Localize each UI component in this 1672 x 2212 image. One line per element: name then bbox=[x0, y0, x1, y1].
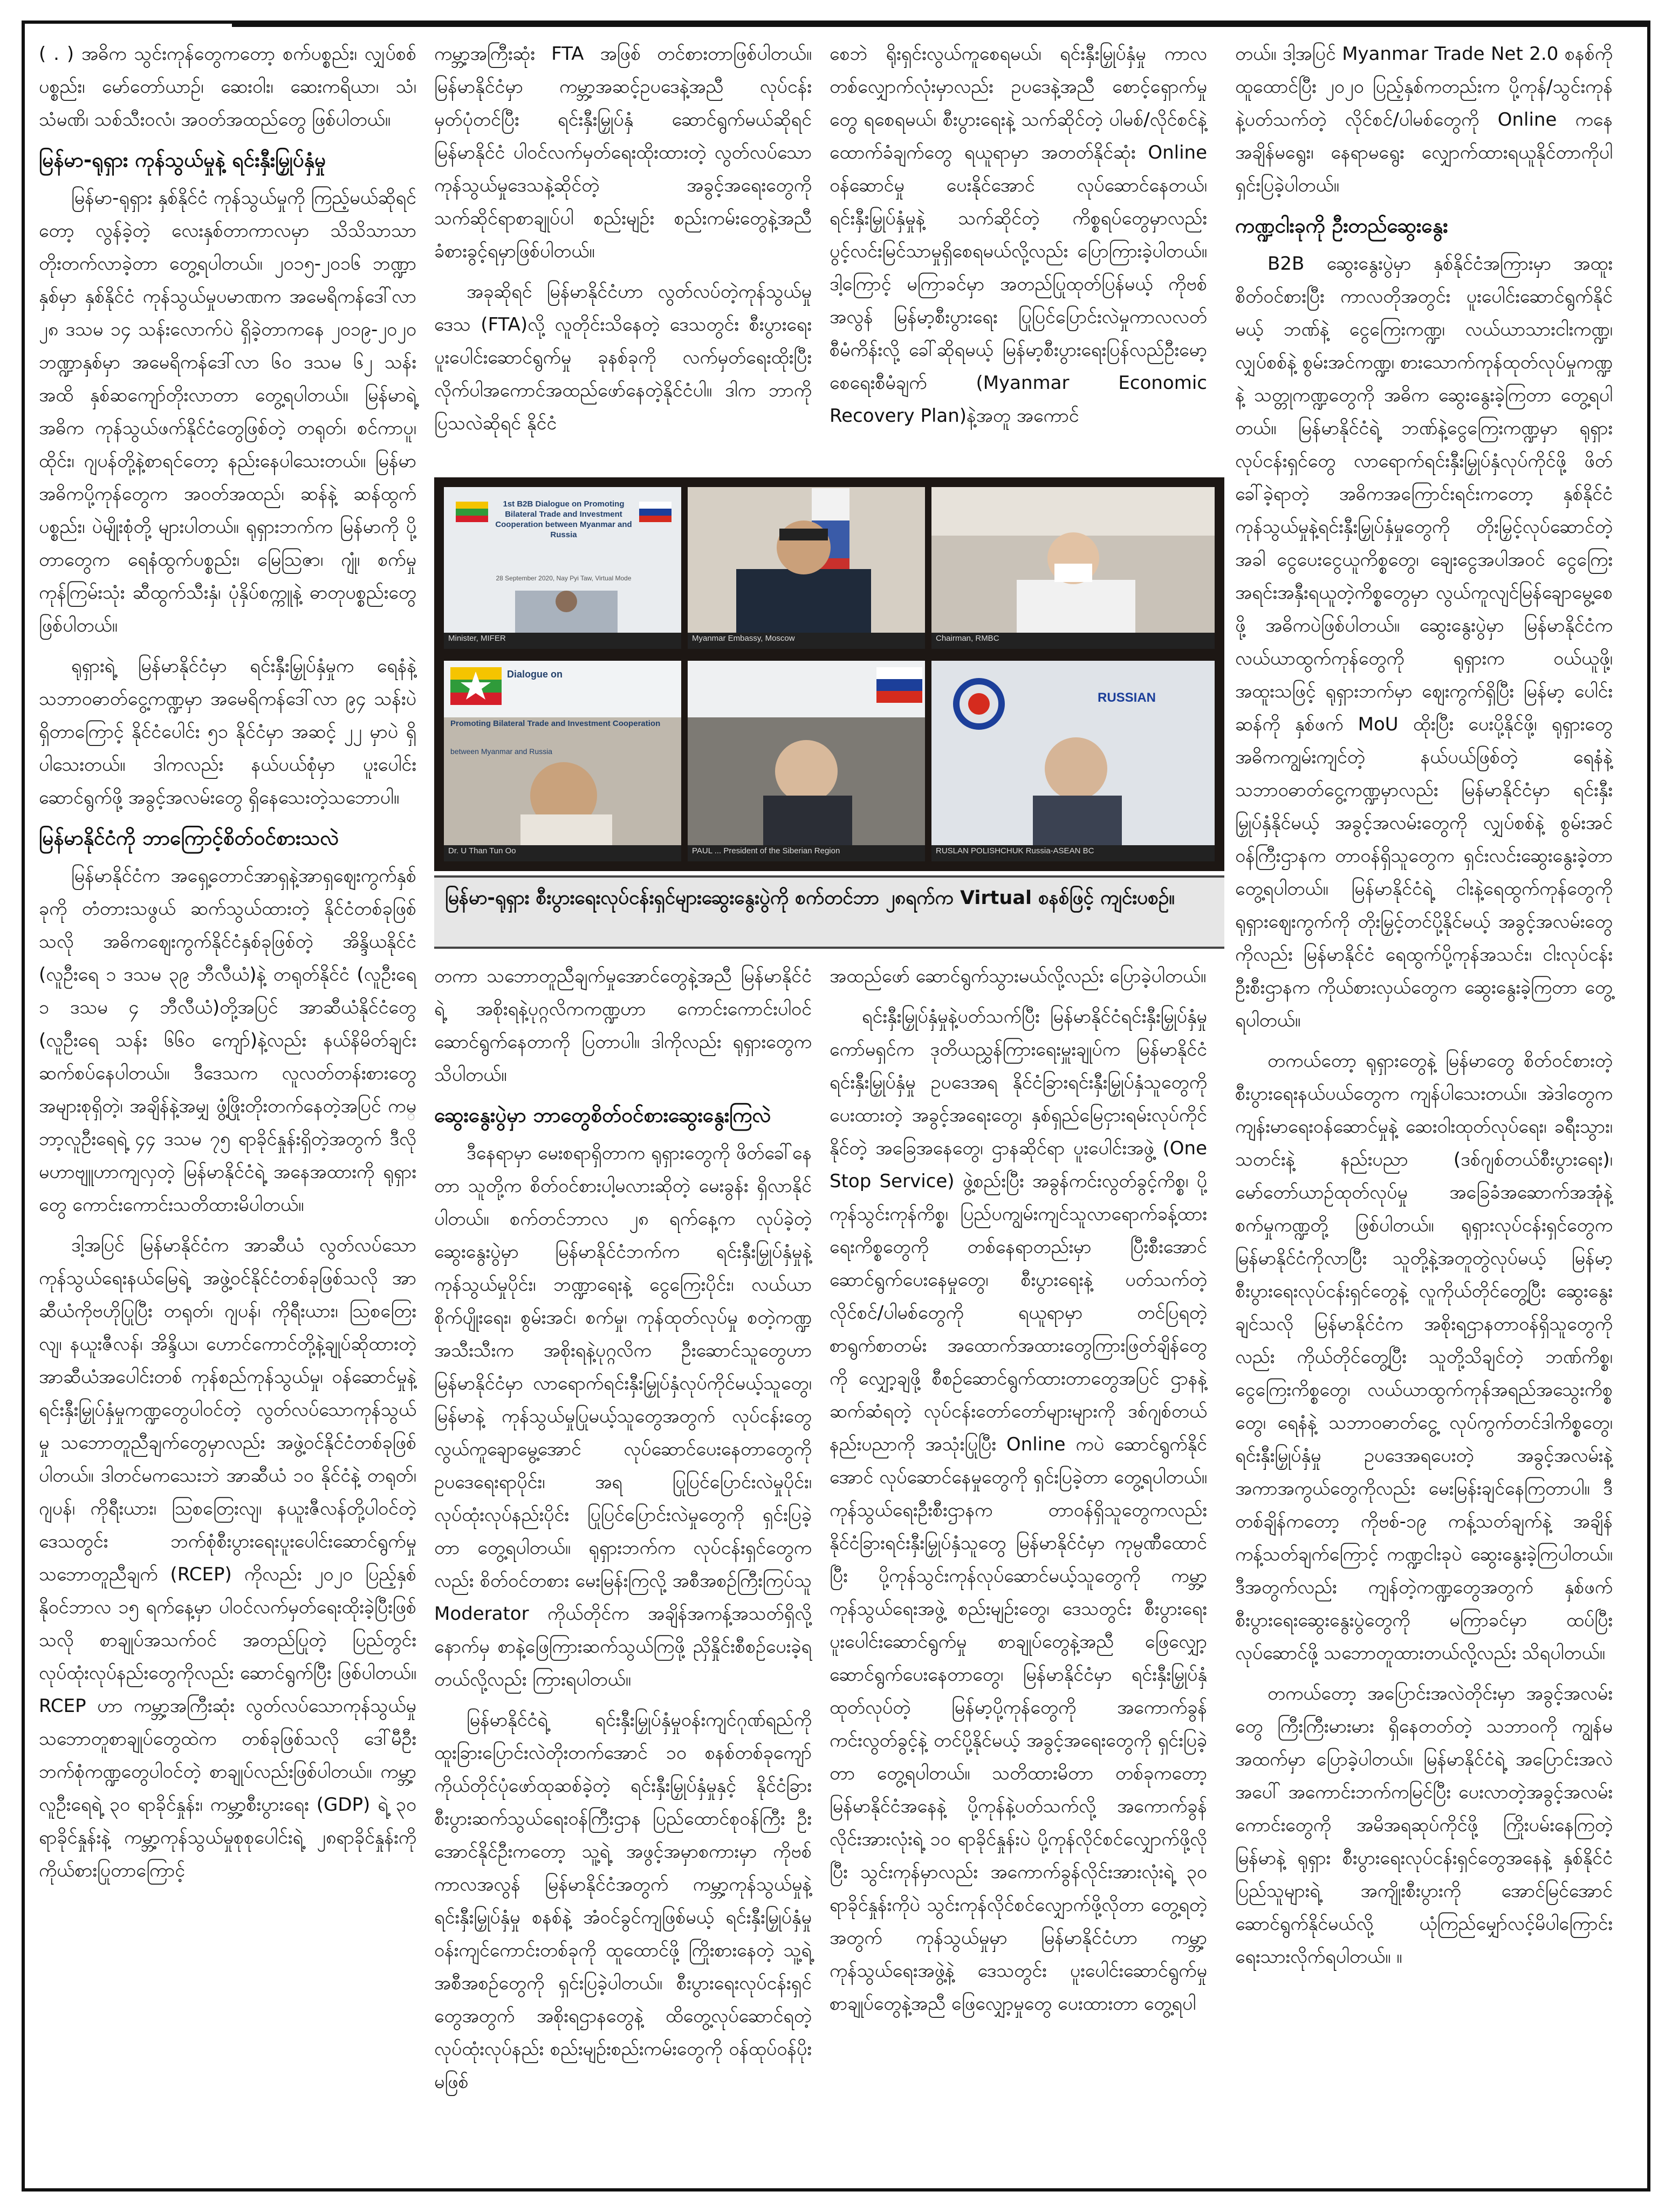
banner-text: Promoting Bilateral Trade and Investment Cooperation bbox=[450, 719, 661, 728]
paragraph: ( . ) အဓိက သွင်းကုန်တွေကတော့ စက်ပစ္စည်း၊ လျှပ်စစ်ပစ္စည်း၊ မော်တော်ယာဉ်၊ ဆေးဝါး၊ ဆေးကရိယာ၊ သံ၊ သံမဏိ၊ သစ်သီးဝလံ၊ အဝတ်အထည်တွေ ဖြစ်ပါတယ်။ bbox=[39, 43, 416, 131]
participant-name: Minister, MIFER bbox=[448, 634, 506, 643]
paragraph: တကယ်တော့ ရုရှားတွေနဲ့ မြန်မာတွေ စိတ်ဝင်စားတဲ့ စီးပွားရေးနယ်ပယ်တွေက ကျန်ပါသေးတယ်။ အဲဒါတွေက ကျန်းမာရေးဝန်ဆောင်မှုနဲ့ ဆေးဝါးထုတ်လုပ်ရေး၊ ခရီးသွား၊ သတင်းနဲ့ နည်းပညာ (ဒစ်ဂျစ်တယ်စီးပွားရေး)၊ မော်တော်ယာဉ်ထုတ်လုပ်မှု အခြေခံအဆောက်အအုံနဲ့ စက်မှုကဏ္ဍတို့ ဖြစ်ပါတယ်။ ရုရှားလုပ်ငန်းရှင်တွေက မြန်မာနိုင်ငံကိုလာပြီး သူတို့နဲ့အတူတွဲလုပ်မယ့် မြန်မာ့စီးပွားရေးလုပ်ငန်းရှင်တွေနဲ့ လူကိုယ်တိုင်တွေ့ပြီး ဆွေးနွေးချင်သလို မြန်မာနိုင်ငံက အစိုးရဌာနတာဝန်ရှိသူတွေကိုလည်း ကိုယ်တိုင်တွေ့ပြီး သူတို့သိချင်တဲ့ ဘဏ်ကိစ္စ၊ ငွေကြေးကိစ္စတွေ၊ လယ်ယာထွက်ကုန်အရည်အသွေးကိစ္စတွေ၊ ရေနံနဲ့ သဘာဝဓာတ်ငွေ့ လုပ်ကွက်တင်ဒါကိစ္စတွေ၊ ရင်းနှီးမြှုပ်နှံမှု ဥပဒေအရပေးတဲ့ အခွင့်အလမ်းနဲ့အကာအကွယ်တွေကိုလည်း မေးမြန်းချင်နေကြတာပါ။ ဒီတစ်ချိန်ကတော့ ကိုဗစ်-၁၉ ကန့်သတ်ချက်နဲ့ အချိန်ကန့်သတ်ချက်ကြောင့် ကဏ္ဍငါးခုပဲ ဆွေးနွေးခဲ့ကြပါတယ်။ ဒီအတွက်လည်း ကျန်တဲ့ကဏ္ဍတွေအတွက် နှစ်ဖက် စီးပွားရေးဆွေးနွေးပွဲတွေကို မကြာခင်မှာ ထပ်ပြီးလုပ်ဆောင်ဖို့ သဘောတူထားတယ်လို့လည်း သိရပါတယ်။ bbox=[1235, 1050, 1613, 1664]
participant-name: Myanmar Embassy, Moscow bbox=[692, 634, 795, 643]
russia-flag-icon bbox=[639, 502, 671, 509]
article-column-3-top bbox=[830, 38, 1207, 440]
paragraph: ကမ္ဘာ့အကြီးဆုံး FTA အဖြစ် တင်စားတာဖြစ်ပါတယ်။ မြန်မာနိုင်ငံမှာ ကမ္ဘာ့အဆင့်ဥပဒေနဲ့အညီ လုပ်ငန်းမှတ်ပုံတင်ပြီး ရင်းနှီးမြှုပ်နှံ ဆောင်ရွက်မယ်ဆိုရင် မြန်မာနိုင်ငံ ပါဝင်လက်မှတ်ရေးထိုးထားတဲ့ လွတ်လပ်သောကုန်သွယ်မှုဒေသနဲ့ဆိုင်တဲ့ အခွင့်အရေးတွေကို သက်ဆိုင်ရာစာချုပ်ပါ စည်းမျဉ်း စည်းကမ်းတွေနဲ့အညီ ခံစားခွင့်ရမှာဖြစ်ပါတယ်။ bbox=[434, 43, 812, 262]
paragraph: တကာ သဘောတူညီချက်မှုအောင်တွေနဲ့အညီ မြန်မာနိုင်ငံရဲ့ အစိုးရနဲ့ပုဂ္ဂလိကကဏ္ဍဟာ ကောင်းကောင်းပါဝင်ဆောင်ရွက်နေတာကို ပြတာပါ။ ဒါကိုလည်း ရုရှားတွေက သိပါတယ်။ bbox=[434, 965, 812, 1086]
banner-heading: Dialogue on bbox=[507, 669, 563, 680]
paragraph: မြန်မာနိုင်ငံက အရှေ့တောင်အာရှနဲ့အာရှဈေးကွက်နှစ်ခုကို တံတားသဖွယ် ဆက်သွယ်ထားတဲ့ နိုင်ငံတစ်ခုဖြစ်သလို အဓိကဈေးကွက်နိုင်ငံနှစ်ခုဖြစ်တဲ့ အိန္ဒိယနိုင်ငံ (လူဦးရေ ၁ ဒသမ ၃၉ ဘီလီယံ)နဲ့ တရုတ်နိုင်ငံ (လူဦးရေ ၁ ဒသမ ၄ ဘီလီယံ)တို့အပြင် အာဆီယံနိုင်ငံတွေ (လူဦးရေ သန်း ၆၆၀ ကျော်)နဲ့လည်း နယ်နိမိတ်ချင်း ဆက်စပ်နေပါတယ်။ ဒီဒေသက လူလတ်တန်းစားတွေ အများစုရှိတဲ့၊ အချိန်နဲ့အမျှ ဖွံ့ဖြိုးတိုးတက်နေတဲ့အပြင် ကမ္ဘာ့လူဦးရေရဲ့ ၄၄ ဒသမ ၇၅ ရာခိုင်နှုန်းရှိတဲ့အတွက် ဒီလိုမဟာဗျူဟာကျလှတဲ့ မြန်မာနိုင်ငံရဲ့ အနေအထားကို ရုရှားတွေ ကောင်းကောင်းသတိထားမိပါတယ်။ bbox=[39, 865, 416, 1216]
paragraph: B2B ဆွေးနွေးပွဲမှာ နှစ်နိုင်ငံအကြားမှာ အထူးစိတ်ဝင်စားပြီး ကာလတိုအတွင်း ပူးပေါင်းဆောင်ရွက်နိုင်မယ့် ဘဏ်နဲ့ ငွေကြေးကဏ္ဍ၊ လယ်ယာသားငါးကဏ္ဍ၊ လျှပ်စစ်နဲ့ စွမ်းအင်ကဏ္ဍ၊ စားသောက်ကုန်ထုတ်လုပ်မှုကဏ္ဍနဲ့ သတ္တုကဏ္ဍတွေကို အဓိက ဆွေးနွေးခဲ့ကြတာ တွေ့ရပါတယ်။ မြန်မာနိုင်ငံရဲ့ ဘဏ်နဲ့ငွေကြေးကဏ္ဍမှာ ရုရှားလုပ်ငန်းရှင်တွေ လာရောက်ရင်းနှီးမြှုပ်နှံလုပ်ကိုင်ဖို့ ဖိတ်ခေါ်ခဲ့ရာတဲ့ အဓိကအကြောင်းရင်းကတော့ နှစ်နိုင်ငံ ကုန်သွယ်မှုနဲ့ရင်းနှီးမြှုပ်နှံမှုတွေကို တိုးမြှင့်လုပ်ဆောင်တဲ့အခါ ငွေပေးငွေယူကိစ္စတွေ၊ ချေးငွေအပါအဝင် ငွေကြေးအရင်းအနှီးရယူတဲ့ကိစ္စတွေမှာ လွယ်ကူလျင်မြန်ချောမွေ့စေဖို့ အဓိကပဲဖြစ်ပါတယ်။ ဆွေးနွေးပွဲမှာ မြန်မာနိုင်ငံက လယ်ယာထွက်ကုန်တွေကို ရုရှားက ဝယ်ယူဖို့၊ အထူးသဖြင့် ရုရှားဘက်မှာ ဈေးကွက်ရှိပြီး မြန်မာ့ ပေါင်းဆန်ကို နှစ်ဖက် MoU ထိုးပြီး ပေးပို့နိုင်ဖို့၊ ရုရှားတွေ အဓိကကျွမ်းကျင်တဲ့ နယ်ပယ်ဖြစ်တဲ့ ရေနံနဲ့ သဘာဝဓာတ်ငွေ့ကဏ္ဍမှာလည်း မြန်မာနိုင်ငံမှာ ရင်းနှီးမြှုပ်နှံနိုင်မယ့် အခွင့်အလမ်းတွေကို လျှပ်စစ်နဲ့ စွမ်းအင်ဝန်ကြီးဌာနက တာဝန်ရှိသူတွေက ရှင်းလင်းဆွေးနွေးခဲ့တာ တွေ့ရပါတယ်။ မြန်မာနိုင်ငံရဲ့ ငါးနဲ့ရေထွက်ကုန်တွေကို ရုရှားဈေးကွက်ကို တိုးမြှင့်တင်ပို့နိုင်မယ့် အခွင့်အလမ်းတွေကိုလည်း မြန်မာနိုင်ငံ ရေထွက်ပို့ကုန်အသင်း၊ ငါးလုပ်ငန်း ဦးစီးဌာနက ကိုယ်စားလှယ်တွေက ဆွေးနွေးခဲ့ကြတာ တွေ့ရပါတယ်။ bbox=[1235, 253, 1613, 1031]
article-column-1 bbox=[39, 38, 416, 1895]
section-heading: မြန်မာနိုင်ငံကို ဘာကြောင့်စိတ်ဝင်စားသလဲ bbox=[39, 826, 339, 850]
conference-panel-title bbox=[444, 487, 681, 649]
participant-name: PAUL ... President of the Siberian Region bbox=[692, 846, 840, 855]
participant-name: Dr. U Than Tun Oo bbox=[448, 846, 516, 855]
paragraph: ရုရှားရဲ့ မြန်မာနိုင်ငံမှာ ရင်းနှီးမြှုပ်နှံမှုက ရေနံနဲ့ သဘာဝဓာတ်ငွေ့ကဏ္ဍမှာ အမေရိကန်ဒေါ်လာ ၉၄ သန်းပဲရှိတာကြောင့် နိုင်ငံပေါင်း ၅၁ နိုင်ငံမှာ အဆင့် ၂၂ မှာပဲ ရှိပါသေးတယ်။ ဒါကလည်း နယ်ပယ်စုံမှာ ပူးပေါင်းဆောင်ရွက်ဖို့ အခွင့်အလမ်းတွေ ရှိနေသေးတဲ့သဘောပါ။ bbox=[39, 655, 416, 809]
photo-caption: မြန်မာ-ရုရှား စီးပွားရေးလုပ်ငန်းရှင်များဆွေးနွေးပွဲကို စက်တင်ဘာ ၂၈ရက်က Virtual စနစ်ဖြင့် ကျင်းပစဉ်။ bbox=[434, 875, 1224, 949]
participant-name: Chairman, RMBC bbox=[936, 634, 999, 643]
paragraph: တယ်။ ဒါ့အပြင် Myanmar Trade Net 2.0 စနစ်ကို ထူထောင်ပြီး ၂၀၂၀ ပြည့်နှစ်ကတည်းက ပို့ကုန်/သွင်းကုန်နဲ့ပတ်သက်တဲ့ လိုင်စင်/ပါမစ်တွေကို Online ကနေ အချိန်မရွေး၊ နေရာမရွေး လျှောက်ထားရယူနိုင်တာကိုပါ ရှင်းပြခဲ့ပါတယ်။ bbox=[1235, 43, 1613, 196]
conference-panel-russian-delegate bbox=[688, 661, 925, 861]
brand-text: RUSSIAN bbox=[1098, 690, 1156, 705]
section-heading: ကဏ္ဍငါးခုကို ဦးတည်ဆွေးနွေး bbox=[1235, 214, 1448, 237]
paragraph: တကယ်တော့ အပြောင်းအလဲတိုင်းမှာ အခွင့်အလမ်းတွေ ကြီးကြီးမားမား ရှိနေတတ်တဲ့ သဘာဝကို ကျွန်မ အထက်မှာ ပြောခဲ့ပါတယ်။ မြန်မာနိုင်ငံရဲ့ အပြောင်းအလဲအပေါ် အကောင်းဘက်ကမြင်ပြီး ပေးလာတဲ့အခွင့်အလမ်းကောင်းတွေကို အမိအရဆုပ်ကိုင်ဖို့ ကြိုးပမ်းနေကြတဲ့ မြန်မာနဲ့ ရုရှား စီးပွားရေးလုပ်ငန်းရှင်တွေအနေနဲ့ နှစ်နိုင်ငံ ပြည်သူများရဲ့ အကျိုးစီးပွားကို အောင်မြင်အောင် ဆောင်ရွက်နိုင်မယ်လို့ ယုံကြည်မျှော်လင့်မိပါကြောင်း ရေးသားလိုက်ရပါတယ်။ ။ bbox=[1235, 1683, 1613, 1968]
conference-panel-russia-asean bbox=[931, 661, 1215, 861]
slide-date: 28 September 2020, Nay Pyi Taw, Virtual Mode bbox=[496, 574, 632, 582]
banner-subtext: between Myanmar and Russia bbox=[450, 747, 553, 756]
article-column-2-bottom bbox=[434, 960, 812, 2106]
russia-flag-icon bbox=[876, 667, 922, 679]
paragraph: ဒါ့အပြင် မြန်မာနိုင်ငံက အာဆီယံ လွတ်လပ်သောကုန်သွယ်ရေးနယ်မြေရဲ့ အဖွဲ့ဝင်နိုင်ငံတစ်ခုဖြစ်သလို အာဆီယံကိုဗဟိုပြုပြီး တရုတ်၊ ဂျပန်၊ ကိုရီးယား၊ သြစတြေးလျ၊ နယူးဇီလန်၊ အိန္ဒိယ၊ ဟောင်ကောင်တို့နဲ့ချုပ်ဆိုထားတဲ့ အာဆီယံအပေါင်းတစ် ကုန်စည်ကုန်သွယ်မှု၊ ဝန်ဆောင်မှုနဲ့ ရင်းနှီးမြှုပ်နှံမှုကဏ္ဍတွေပါဝင်တဲ့ လွတ်လပ်သောကုန်သွယ်မှု သဘောတူညီချက်တွေမှာလည်း အဖွဲ့ဝင်နိုင်ငံတစ်ခုဖြစ်ပါတယ်။ ဒါတင်မကသေးဘဲ အာဆီယံ ၁၀ နိုင်ငံနဲ့ တရုတ်၊ ဂျပန်၊ ကိုရီးယား၊ သြစတြေးလျ၊ နယူးဇီလန်တို့ပါဝင်တဲ့ ဒေသတွင်း ဘက်စုံစီးပွားရေးပူးပေါင်းဆောင်ရွက်မှု သဘောတူညီချက် (RCEP) ကိုလည်း ၂၀၂၀ ပြည့်နှစ် နိုဝင်ဘာလ ၁၅ ရက်နေ့မှာ ပါဝင်လက်မှတ်ရေးထိုးခဲ့ပြီးဖြစ်သလို စာချုပ်အသက်ဝင် အတည်ပြုတဲ့ ပြည်တွင်း လုပ်ထုံးလုပ်နည်းတွေကိုလည်း ဆောင်ရွက်ပြီး ဖြစ်ပါတယ်။ RCEP ဟာ ကမ္ဘာ့အကြီးဆုံး လွတ်လပ်သောကုန်သွယ်မှုသဘောတူစာချုပ်တွေထဲက တစ်ခုဖြစ်သလို ဒေါ်မီဦး ဘက်စုံကဏ္ဍတွေပါဝင်တဲ့ စာချုပ်လည်းဖြစ်ပါတယ်။ ကမ္ဘာ့လူဦးရေရဲ့ ၃၀ ရာခိုင်နှုန်း၊ ကမ္ဘာ့စီးပွားရေး (GDP) ရဲ့ ၃၀ ရာခိုင်နှုန်းနဲ့ ကမ္ဘာ့ကုန်သွယ်မှုစုစုပေါင်းရဲ့ ၂၈ရာခိုင်နှုန်းကို ကိုယ်စားပြုတာကြောင့် bbox=[39, 1235, 416, 1881]
section-heading: မြန်မာ-ရုရှား ကုန်သွယ်မှုနဲ့ ရင်းနှီးမြှုပ်နှံမှု bbox=[39, 148, 326, 172]
article-column-4 bbox=[1235, 38, 1613, 1981]
video-conference-grid bbox=[434, 477, 1224, 871]
paragraph: အခုဆိုရင် မြန်မာနိုင်ငံဟာ လွတ်လပ်တဲ့ကုန်သွယ်မှုဒေသ (FTA)လို့ လူတိုင်းသိနေတဲ့ ဒေသတွင်း စီးပွားရေးပူးပေါင်းဆောင်ရွက်မှု ခုနစ်ခုကို လက်မှတ်ရေးထိုးပြီး လိုက်ပါအကောင်အထည်ဖော်နေတဲ့နိုင်ငံပါ။ ဒါက ဘာကိုပြသလဲဆိုရင် နိုင်ငံ bbox=[434, 281, 812, 434]
news-photo-virtual-meeting bbox=[434, 477, 1224, 871]
paragraph: ဒီနေရာမှာ မေးစရာရှိတာက ရုရှားတွေကို ဖိတ်ခေါ်နေတာ သူတို့က စိတ်ဝင်စားပါ့မလားဆိုတဲ့ မေးခွန်း ရှိလာနိုင်ပါတယ်။ စက်တင်ဘာလ ၂၈ ရက်နေ့က လုပ်ခဲ့တဲ့ ဆွေးနွေးပွဲမှာ မြန်မာနိုင်ငံဘက်က ရင်းနှီးမြှုပ်နှံမှုနဲ့ ကုန်သွယ်မှုပိုင်း၊ ဘဏ္ဍာရေးနဲ့ ငွေကြေးပိုင်း၊ လယ်ယာစိုက်ပျိုးရေး၊ စွမ်းအင်၊ စက်မှု၊ ကုန်ထုတ်လုပ်မှု စတဲ့ကဏ္ဍအသီးသီးက အစိုးရနဲ့ပုဂ္ဂလိက ဦးဆောင်သူတွေဟာ မြန်မာနိုင်ငံမှာ လာရောက်ရင်းနှီးမြှုပ်နှံလုပ်ကိုင်မယ့်သူတွေ၊ မြန်မာနဲ့ ကုန်သွယ်မှုပြုမယ့်သူတွေအတွက် လုပ်ငန်းတွေ လွယ်ကူချောမွေ့အောင် လုပ်ဆောင်ပေးနေတာတွေကို ဥပဒေရေးရာပိုင်း၊ အရ ပြုပြင်ပြောင်းလဲမှုပိုင်း၊ လုပ်ထုံးလုပ်နည်းပိုင်း ပြုပြင်ပြောင်းလဲမှုတွေကို ရှင်းပြခဲ့တာ တွေ့ရပါတယ်။ ရုရှားဘက်က လုပ်ငန်းရှင်တွေကလည်း စိတ်ဝင်တစား မေးမြန်းကြလို့ အစီအစဉ်ကြီးကြပ်သူ Moderator ကိုယ်တိုင်က အချိန်အကန့်အသတ်ရှိလို့ နောက်မှ စာနဲ့ဖြေကြားဆက်သွယ်ကြဖို့ ညှိနှိုင်းစီစဉ်ပေးခဲ့ရတယ်လို့လည်း ကြားရပါတယ်။ bbox=[434, 1142, 812, 1690]
conference-panel-embassy bbox=[688, 487, 925, 649]
paragraph: မြန်မာ-ရုရှား နှစ်နိုင်ငံ ကုန်သွယ်မှုကို ကြည့်မယ်ဆိုရင်တော့ လွန်ခဲ့တဲ့ လေးနှစ်တာကာလမှာ သိသိသာသာတိုးတက်လာခဲ့တာ တွေ့ရပါတယ်။ ၂၀၁၅-၂၀၁၆ ဘဏ္ဍာနှစ်မှာ နှစ်နိုင်ငံ ကုန်သွယ်မှုပမာဏက အမေရိကန်ဒေါ်လာ ၂၈ ဒသမ ၁၄ သန်းလောက်ပဲ ရှိခဲ့တာကနေ ၂၀၁၉-၂၀၂၀ ဘဏ္ဍာနှစ်မှာ အမေရိကန်ဒေါ်လာ ၆၀ ဒသမ ၆၂ သန်းအထိ နှစ်ဆကျော်တိုးလာတာ တွေ့ရပါတယ်။ မြန်မာရဲ့ အဓိက ကုန်သွယ်ဖက်နိုင်ငံတွေဖြစ်တဲ့ တရုတ်၊ စင်ကာပူ၊ ထိုင်း၊ ဂျပန်တို့နဲ့စာရင်တော့ နည်းနေပါသေးတယ်။ မြန်မာ အဓိကပို့ကုန်တွေက အဝတ်အထည်၊ ဆန်နဲ့ ဆန်ထွက်ပစ္စည်း၊ ပဲမျိုးစုံတို့ များပါတယ်။ ရုရှားဘက်က မြန်မာကို ပို့တာတွေက ရေနံထွက်ပစ္စည်း၊ မြေသြဇာ၊ ဂျုံ၊ စက်မှုကုန်ကြမ်းသုံး ဆီထွက်သီးနှံ၊ ပုံနှိပ်စက္ကူနဲ့ ဓာတုပစ္စည်းတွေ ဖြစ်ပါတယ်။ bbox=[39, 187, 416, 636]
conference-panel-chairman bbox=[931, 487, 1215, 649]
participant-name: RUSLAN POLISHCHUK Russia-ASEAN BC bbox=[936, 846, 1094, 855]
slide-title: 1st B2B Dialogue on Promoting Bilateral Trade and Investment Cooperation between Myanmar and Russia bbox=[495, 499, 632, 539]
article-column-2-top bbox=[434, 38, 812, 448]
section-heading: ဆွေးနွေးပွဲမှာ ဘာတွေစိတ်ဝင်စားဆွေးနွေးကြလဲ bbox=[434, 1104, 771, 1127]
paragraph: စေဘဲ ရိုးရှင်းလွယ်ကူစေရမယ်၊ ရင်းနှီးမြှုပ်နှံမှု ကာလတစ်လျှောက်လုံးမှာလည်း ဥပဒေနဲ့အညီ စောင့်ရှောက်မှုတွေ ရစေရမယ်၊ စီးပွားရေးနဲ့ သက်ဆိုင်တဲ့ ပါမစ်/လိုင်စင်နဲ့ ထောက်ခံချက်တွေ ရယူရာမှာ အတတ်နိုင်ဆုံး Online ဝန်ဆောင်မှု ပေးနိုင်အောင် လုပ်ဆောင်နေတယ်၊ ရင်းနှီးမြှုပ်နှံမှုနဲ့ သက်ဆိုင်တဲ့ ကိစ္စရပ်တွေမှာလည်း ပွင့်လင်းမြင်သာမှုရှိစေရမယ်လို့လည်း ပြောကြားခဲ့ပါတယ်။ ဒါ့ကြောင့် မကြာခင်မှာ အတည်ပြုထုတ်ပြန်မယ့် ကိုဗစ်အလွန် မြန်မာ့စီးပွားရေး ပြုပြင်ပြောင်းလဲမှုကာလလတ်စီမံကိန်းလို့ ခေါ်ဆိုရမယ့် မြန်မာ့စီးပွားရေးပြန်လည်ဦးမော့စေရေးစီမံချက် (Myanmar Economic Recovery Plan)နဲ့အတူ အကောင် bbox=[830, 43, 1207, 427]
paragraph: အထည်ဖော် ဆောင်ရွက်သွားမယ်လို့လည်း ပြောခဲ့ပါတယ်။ bbox=[830, 965, 1207, 987]
article-column-3-bottom bbox=[830, 960, 1207, 2028]
paragraph: ရင်းနှီးမြှုပ်နှံမှုနဲ့ပတ်သက်ပြီး မြန်မာနိုင်ငံရင်းနှီးမြှုပ်နှံမှုကော်မရှင်က ဒုတိယညွှန်ကြားရေးမှူးချုပ်က မြန်မာနိုင်ငံ ရင်းနှီးမြှုပ်နှံမှု ဥပဒေအရ နိုင်ငံခြားရင်းနှီးမြှုပ်နှံသူတွေကို ပေးထားတဲ့ အခွင့်အရေးတွေ၊ နှစ်ရှည်မြေငှားရမ်းလုပ်ကိုင်နိုင်တဲ့ အခြေအနေတွေ၊ ဌာနဆိုင်ရာ ပူးပေါင်းအဖွဲ့ (One Stop Service) ဖွဲ့စည်းပြီး အခွန်ကင်းလွတ်ခွင့်ကိစ္စ၊ ပို့ကုန်သွင်းကုန်ကိစ္စ၊ ပြည်ပကျွမ်းကျင်သူလာရောက်ခန့်ထားရေးကိစ္စတွေကို တစ်နေရာတည်းမှာ ပြီးစီးအောင် ဆောင်ရွက်ပေးနေမှုတွေ၊ စီးပွားရေးနဲ့ ပတ်သက်တဲ့ လိုင်စင်/ပါမစ်တွေကို ရယူရာမှာ တင်ပြရတဲ့ စာရွက်စာတမ်း အထောက်အထားတွေကြားဖြတ်ချိန်တွေကို လျှော့ချဖို့ စီစဉ်ဆောင်ရွက်ထားတာတွေအပြင် ဌာနနဲ့ဆက်ဆံရတဲ့ လုပ်ငန်းတော်တော်များများကို ဒစ်ဂျစ်တယ်နည်းပညာကို အသုံးပြုပြီး Online ကပဲ ဆောင်ရွက်နိုင်အောင် လုပ်ဆောင်နေမှုတွေကို ရှင်းပြခဲ့တာ တွေ့ရပါတယ်။ ကုန်သွယ်ရေးဦးစီးဌာနက တာဝန်ရှိသူတွေကလည်း နိုင်ငံခြားရင်းနှီးမြှုပ်နှံသူတွေ မြန်မာနိုင်ငံမှာ ကုမ္ပဏီထောင်ပြီး ပို့ကုန်သွင်းကုန်လုပ်ဆောင်မယ့်သူတွေကို ကမ္ဘာ့ကုန်သွယ်ရေးအဖွဲ့ စည်းမျဉ်းတွေ၊ ဒေသတွင်း စီးပွားရေးပူးပေါင်းဆောင်ရွက်မှု စာချုပ်တွေနဲ့အညီ ဖြေလျှော့ဆောင်ရွက်ပေးနေတာတွေ၊ မြန်မာနိုင်ငံမှာ ရင်းနှီးမြှုပ်နှံထုတ်လုပ်တဲ့ မြန်မာ့ပို့ကုန်တွေကို အကောက်ခွန်ကင်းလွတ်ခွင့်နဲ့ တင်ပို့နိုင်မယ့် အခွင့်အရေးတွေကို ရှင်းပြခဲ့တာ တွေ့ရပါတယ်။ သတိထားမိတာ တစ်ခုကတော့ မြန်မာနိုင်ငံအနေနဲ့ ပို့ကုန်နဲ့ပတ်သက်လို့ အကောက်ခွန်လိုင်းအားလုံးရဲ့ ၁၀ ရာခိုင်နှုန်းပဲ ပို့ကုန်လိုင်စင်လျှောက်ဖို့လိုပြီး သွင်းကုန်မှာလည်း အကောက်ခွန်လိုင်းအားလုံးရဲ့ ၃၀ ရာခိုင်နှုန်းကိုပဲ သွင်းကုန်လိုင်စင်လျှောက်ဖို့လိုတာ တွေ့ရတဲ့အတွက် ကုန်သွယ်မှုမှာ မြန်မာနိုင်ငံဟာ ကမ္ဘာ့ကုန်သွယ်ရေးအဖွဲ့နဲ့ ဒေသတွင်း ပူးပေါင်းဆောင်ရွက်မှု စာချုပ်တွေနဲ့အညီ ဖြေလျှော့မှုတွေ ပေးထားတာ တွေ့ရပါ bbox=[830, 1006, 1207, 2015]
conference-panel-banner bbox=[444, 661, 681, 861]
paragraph: မြန်မာနိုင်ငံရဲ့ ရင်းနှီးမြှုပ်နှံမှုဝန်းကျင်ဂုဏ်ရည်ကို ထူးခြားပြောင်းလဲတိုးတက်အောင် ၁၀ စနစ်တစ်ခုကျော် ကိုယ်တိုင်ပုံဖော်ထုဆစ်ခဲ့တဲ့ ရင်းနှီးမြှုပ်နှံမှုနှင့် နိုင်ငံခြားစီးပွားဆက်သွယ်ရေးဝန်ကြီးဌာန ပြည်ထောင်စုဝန်ကြီး ဦးအောင်နိုင်ဦးကတော့ သူ့ရဲ့ အဖွင့်အမှာစကားမှာ ကိုဗစ်ကာလအလွန် မြန်မာနိုင်ငံအတွက် ကမ္ဘာ့ကုန်သွယ်မှုနဲ့ ရင်းနှီးမြှုပ်နှံမှု စနစ်နဲ့ အံဝင်ခွင်ကျဖြစ်မယ့် ရင်းနှီးမြှုပ်နှံမှု ဝန်းကျင်ကောင်းတစ်ခုကို ထူထောင်ဖို့ ကြိုးစားနေတဲ့ သူ့ရဲ့အစီအစဉ်တွေကို ရှင်းပြခဲ့ပါတယ်။ စီးပွားရေးလုပ်ငန်းရှင်တွေအတွက် အစိုးရဌာနတွေနဲ့ ထိတွေ့လုပ်ဆောင်ရတဲ့ လုပ်ထုံးလုပ်နည်း စည်းမျဉ်းစည်းကမ်းတွေကို ဝန်ထုပ်ဝန်ပိုး မဖြစ် bbox=[434, 1709, 812, 2093]
top-rule bbox=[232, 20, 1650, 27]
